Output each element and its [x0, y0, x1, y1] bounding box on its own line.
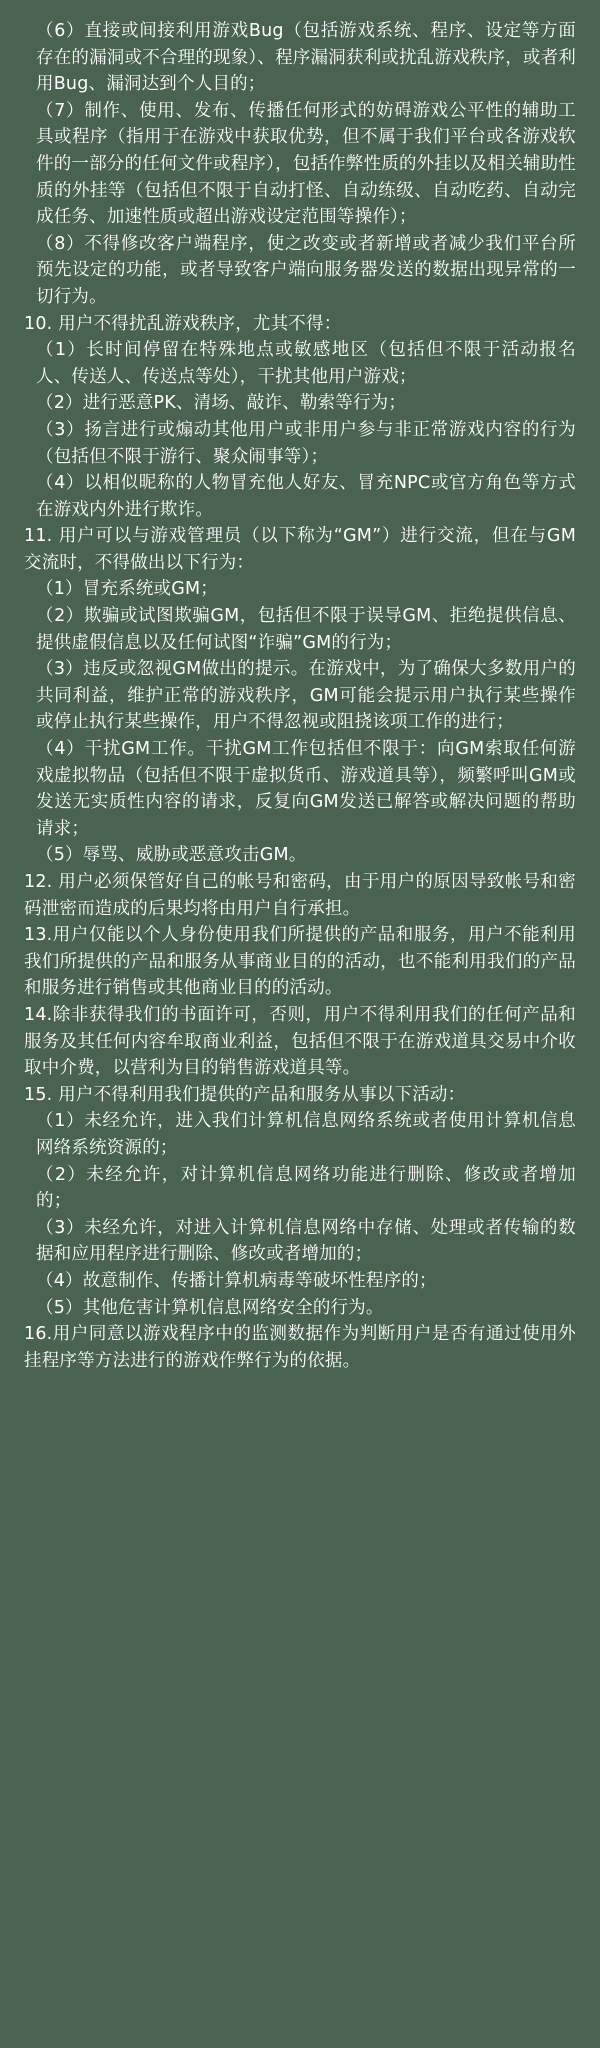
paragraph-item-11-2: （2）欺骗或试图欺骗GM，包括但不限于误导GM、拒绝提供信息、提供虚假信息以及任何试图“诈骗”GM的行为； [36, 606, 576, 653]
paragraph-item-6: （6）直接或间接利用游戏Bug（包括游戏系统、程序、设定等方面存在的漏洞或不合理的现象）、程序漏洞获利或扰乱游戏秩序，或者利用Bug、漏洞达到个人目的； [36, 21, 576, 95]
paragraph-item-11: 11. 用户可以与游戏管理员（以下称为“GM”）进行交流，但在与GM交流时，不得做出以下行为： [24, 526, 576, 573]
paragraph-item-10-1: （1）长时间停留在特殊地点或敏感地区（包括但不限于活动报名人、传送人、传送点等处），干扰其他用户游戏； [36, 340, 576, 387]
paragraph-item-15-4: （4）故意制作、传播计算机病毒等破坏性程序的； [36, 1270, 437, 1291]
paragraph-item-15-3: （3）未经允许，对进入计算机信息网络中存储、处理或者传输的数据和应用程序进行删除、修改或者增加的； [36, 1217, 576, 1265]
paragraph-item-15-2: （2）未经允许，对计算机信息网络功能进行删除、修改或者增加的； [36, 1164, 576, 1212]
paragraph-item-11-3: （3）违反或忽视GM做出的提示。在游戏中，为了确保大多数用户的共同利益，维护正常的游戏秩序，GM可能会提示用户执行某些操作或停止执行某些操作，用户不得忽视或阻挠该项工作的进行； [36, 659, 576, 733]
paragraph-item-14: 14.除非获得我们的书面许可，否则，用户不得利用我们的任何产品和服务及其任何内容牟取商业利益，包括但不限于在游戏道具交易中介收取中介费，以营利为目的销售游戏道具等。 [24, 1004, 576, 1079]
paragraph-item-16: 16.用户同意以游戏程序中的监测数据作为判断用户是否有通过使用外挂程序等方法进行的游戏作弊行为的依据。 [24, 1324, 576, 1371]
paragraph-item-11-1: （1）冒充系统或GM； [36, 579, 218, 600]
paragraph-item-7: （7）制作、使用、发布、传播任何形式的妨碍游戏公平性的辅助工具或程序（指用于在游戏中获取优势，但不属于我们平台或各游戏软件的一部分的任何文件或程序），包括作弊性质的外挂以及相关辅助性质的外挂等（包括但不限于自动打怪、自动练级、自动吃药、自动完成任务、加速性质或超出游戏设定范围等操作）； [36, 100, 576, 228]
paragraph-item-10-3: （3）扬言进行或煽动其他用户或非用户参与非正常游戏内容的行为（包括但不限于游行、聚众闹事等）； [36, 419, 576, 467]
paragraph-item-12: 12. 用户必须保管好自己的帐号和密码，由于用户的原因导致帐号和密码泄密而造成的后果均将由用户自行承担。 [24, 872, 576, 919]
paragraph-item-11-4: （4）干扰GM工作。干扰GM工作包括但不限于：向GM索取任何游戏虚拟物品（包括但不限于虚拟货币、游戏道具等），频繁呼叫GM或发送无实质性内容的请求，反复向GM发送已解答或解决问题的帮助请求； [36, 739, 576, 839]
paragraph-item-11-5: （5）辱骂、威胁或恶意攻击GM。 [36, 845, 307, 866]
paragraph-item-10-2: （2）进行恶意PK、清场、敲诈、勒索等行为； [36, 393, 407, 414]
paragraph-item-8: （8）不得修改客户端程序，使之改变或者新增或者减少我们平台所预先设定的功能，或者导致客户端向服务器发送的数据出现异常的一切行为。 [36, 233, 576, 307]
paragraph-item-15: 15. 用户不得利用我们提供的产品和服务从事以下活动： [24, 1084, 466, 1105]
paragraph-item-10-4: （4）以相似昵称的人物冒充他人好友、冒充NPC或官方角色等方式在游戏内外进行欺诈。 [36, 473, 576, 520]
paragraph-item-10: 10. 用户不得扰乱游戏秩序，尤其不得： [24, 313, 342, 334]
terms-of-service-text [24, 18, 576, 1374]
paragraph-item-13: 13.用户仅能以个人身份使用我们所提供的产品和服务，用户不能利用我们所提供的产品和服务从事商业目的的活动，也不能利用我们的产品和服务进行销售或其他商业目的的活动。 [24, 925, 576, 999]
paragraph-item-15-5: （5）其他危害计算机信息网络安全的行为。 [36, 1297, 384, 1318]
paragraph-item-15-1: （1）未经允许，进入我们计算机信息网络系统或者使用计算机信息网络系统资源的； [36, 1111, 576, 1158]
